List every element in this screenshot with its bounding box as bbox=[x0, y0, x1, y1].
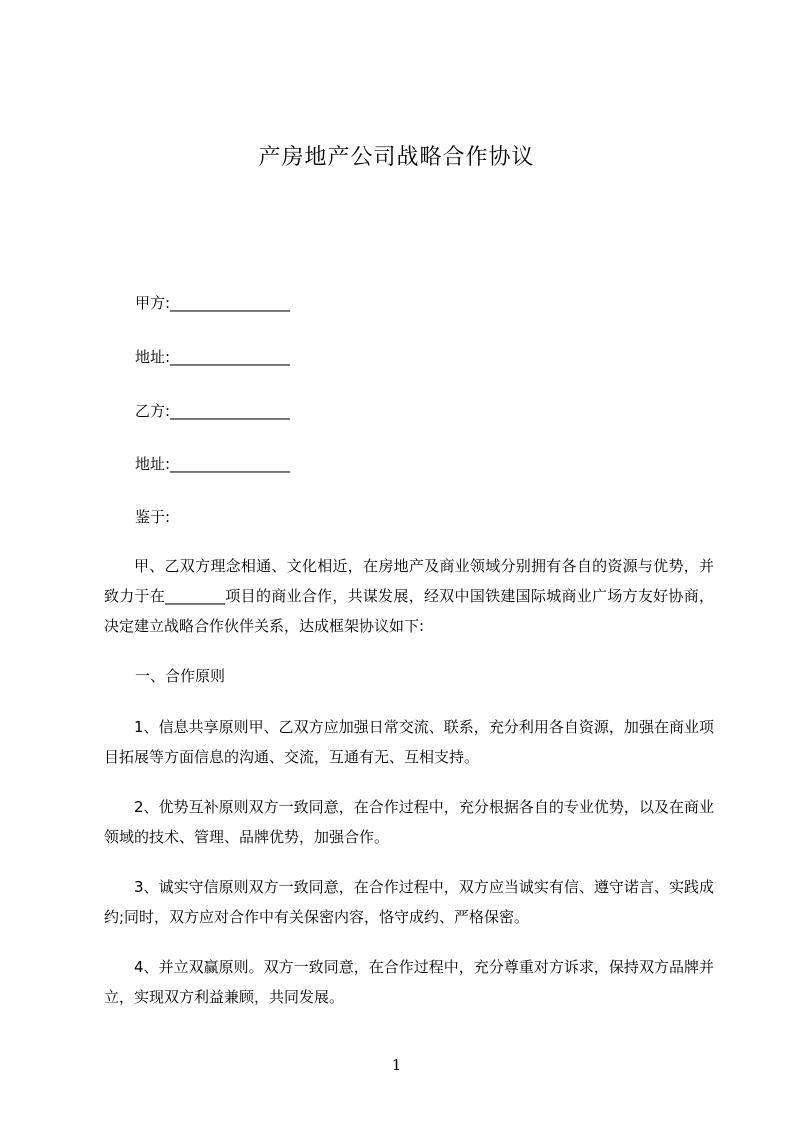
principle-item: 3、诚实守信原则双方一致同意，在合作过程中，双方应当诚实有信、遵守诺言、实践成约;同时，双方应对合作中有关保密内容，恪守成约、严格保密。 bbox=[104, 878, 714, 926]
party-a-field: 甲方:________________ bbox=[135, 294, 291, 312]
party-a-address-field: 地址:________________ bbox=[135, 348, 291, 366]
section-heading: 一、合作原则 bbox=[135, 667, 226, 685]
party-b-address-field: 地址:________________ bbox=[135, 455, 291, 473]
party-b-field: 乙方:________________ bbox=[135, 402, 291, 420]
principle-item: 1、信息共享原则甲、乙双方应加强日常交流、联系，充分利用各自资源，加强在商业项目拓展等方面信息的沟通、交流，互通有无、互相支持。 bbox=[104, 718, 714, 766]
whereas-label: 鉴于: bbox=[135, 508, 171, 526]
document-title: 产房地产公司战略合作协议 bbox=[258, 145, 535, 170]
page-number: 1 bbox=[391, 1056, 402, 1074]
intro-paragraph: 甲、乙双方理念相通、文化相近，在房地产及商业领域分别拥有各自的资源与优势，并致力于在________项目的商业合作，共谋发展，经双中国铁建国际城商业广场方友好协商，决定建立战略合作伙伴关系，达成框架协议如下: bbox=[104, 557, 714, 635]
principle-item: 2、优势互补原则双方一致同意，在合作过程中，充分根据各自的专业优势，以及在商业领域的技术、管理、品牌优势，加强合作。 bbox=[104, 798, 714, 846]
principle-item: 4、并立双赢原则。双方一致同意，在合作过程中，充分尊重对方诉求，保持双方品牌并立，实现双方利益兼顾，共同发展。 bbox=[104, 958, 714, 1006]
